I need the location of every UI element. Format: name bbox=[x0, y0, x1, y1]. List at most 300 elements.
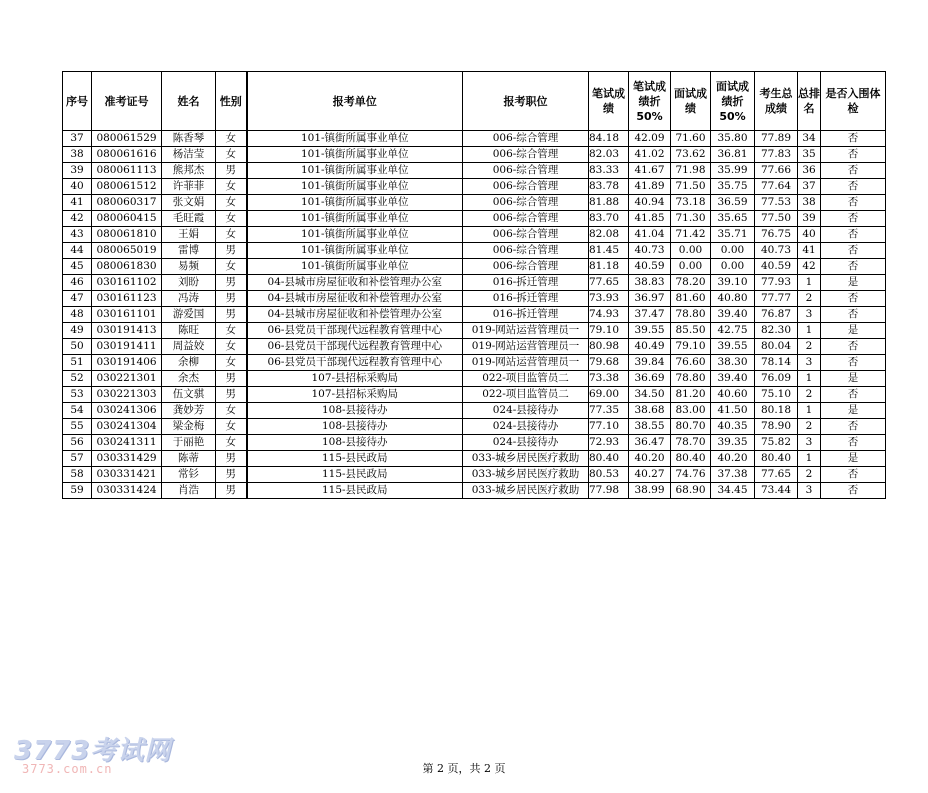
seq-cell: 43 bbox=[63, 227, 92, 243]
rank-cell: 1 bbox=[798, 403, 821, 419]
interview-half-cell: 41.50 bbox=[711, 403, 755, 419]
written-score-cell: 84.18 bbox=[589, 131, 629, 147]
interview-half-cell: 35.99 bbox=[711, 163, 755, 179]
rank-cell: 38 bbox=[798, 195, 821, 211]
seq-cell: 59 bbox=[63, 483, 92, 499]
interview-score-cell: 0.00 bbox=[671, 243, 711, 259]
interview-score-cell: 71.42 bbox=[671, 227, 711, 243]
seq-cell: 42 bbox=[63, 211, 92, 227]
physical-exam-cell: 是 bbox=[821, 371, 886, 387]
interview-half-cell: 40.35 bbox=[711, 419, 755, 435]
interview-half-cell: 36.81 bbox=[711, 147, 755, 163]
physical-exam-cell: 否 bbox=[821, 435, 886, 451]
rank-cell: 39 bbox=[798, 211, 821, 227]
written-half-cell: 41.89 bbox=[629, 179, 671, 195]
total-score-cell: 80.18 bbox=[755, 403, 798, 419]
seq-cell: 51 bbox=[63, 355, 92, 371]
interview-score-cell: 73.18 bbox=[671, 195, 711, 211]
exam-id-cell: 030191406 bbox=[92, 355, 162, 371]
position-cell: 016-拆迁管理 bbox=[463, 275, 589, 291]
position-cell: 006-综合管理 bbox=[463, 195, 589, 211]
physical-exam-cell: 否 bbox=[821, 419, 886, 435]
gender-cell: 女 bbox=[216, 147, 247, 163]
written-half-cell: 40.73 bbox=[629, 243, 671, 259]
total-score-cell: 40.59 bbox=[755, 259, 798, 275]
seq-cell: 38 bbox=[63, 147, 92, 163]
seq-cell: 50 bbox=[63, 339, 92, 355]
unit-cell: 101-镇街所属事业单位 bbox=[247, 163, 463, 179]
interview-half-cell: 36.59 bbox=[711, 195, 755, 211]
seq-cell: 49 bbox=[63, 323, 92, 339]
unit-cell: 101-镇街所属事业单位 bbox=[247, 195, 463, 211]
table-row bbox=[63, 147, 886, 163]
written-half-cell: 41.04 bbox=[629, 227, 671, 243]
total-score-cell: 76.75 bbox=[755, 227, 798, 243]
written-half-cell: 42.09 bbox=[629, 131, 671, 147]
position-cell: 006-综合管理 bbox=[463, 163, 589, 179]
exam-id-cell: 030221303 bbox=[92, 387, 162, 403]
written-score-cell: 83.78 bbox=[589, 179, 629, 195]
position-cell: 019-网站运营管理员一 bbox=[463, 339, 589, 355]
total-score-cell: 77.93 bbox=[755, 275, 798, 291]
name-cell: 冯涛 bbox=[162, 291, 216, 307]
total-score-cell: 76.87 bbox=[755, 307, 798, 323]
interview-half-cell: 39.10 bbox=[711, 275, 755, 291]
interview-half-cell: 40.80 bbox=[711, 291, 755, 307]
physical-exam-cell: 否 bbox=[821, 291, 886, 307]
page-footer: 第 2 页，共 2 页 bbox=[422, 762, 506, 775]
name-cell: 周益姣 bbox=[162, 339, 216, 355]
gender-cell: 男 bbox=[216, 467, 247, 483]
header-cell: 是否入围体检 bbox=[821, 72, 886, 131]
interview-score-cell: 76.60 bbox=[671, 355, 711, 371]
name-cell: 龚妙芳 bbox=[162, 403, 216, 419]
table-row bbox=[63, 387, 886, 403]
seq-cell: 48 bbox=[63, 307, 92, 323]
physical-exam-cell: 否 bbox=[821, 467, 886, 483]
rank-cell: 3 bbox=[798, 355, 821, 371]
total-score-cell: 78.90 bbox=[755, 419, 798, 435]
watermark-url: 3773.com.cn bbox=[22, 762, 113, 776]
gender-cell: 男 bbox=[216, 291, 247, 307]
unit-cell: 101-镇街所属事业单位 bbox=[247, 259, 463, 275]
name-cell: 肖浩 bbox=[162, 483, 216, 499]
total-score-cell: 80.04 bbox=[755, 339, 798, 355]
written-score-cell: 77.98 bbox=[589, 483, 629, 499]
rank-cell: 2 bbox=[798, 387, 821, 403]
written-score-cell: 69.00 bbox=[589, 387, 629, 403]
unit-cell: 115-县民政局 bbox=[247, 483, 463, 499]
name-cell: 杨洁莹 bbox=[162, 147, 216, 163]
watermark-brand: 3773考试网 bbox=[14, 736, 172, 766]
written-score-cell: 79.10 bbox=[589, 323, 629, 339]
table-row bbox=[63, 227, 886, 243]
interview-half-cell: 35.71 bbox=[711, 227, 755, 243]
gender-cell: 男 bbox=[216, 275, 247, 291]
interview-half-cell: 42.75 bbox=[711, 323, 755, 339]
interview-half-cell: 39.40 bbox=[711, 307, 755, 323]
exam-results-table bbox=[62, 71, 886, 499]
position-cell: 006-综合管理 bbox=[463, 211, 589, 227]
exam-id-cell: 030241306 bbox=[92, 403, 162, 419]
interview-score-cell: 80.40 bbox=[671, 451, 711, 467]
interview-half-cell: 40.60 bbox=[711, 387, 755, 403]
name-cell: 陈旺 bbox=[162, 323, 216, 339]
exam-id-cell: 080061810 bbox=[92, 227, 162, 243]
physical-exam-cell: 否 bbox=[821, 243, 886, 259]
rank-cell: 2 bbox=[798, 339, 821, 355]
written-score-cell: 81.45 bbox=[589, 243, 629, 259]
unit-cell: 108-县接待办 bbox=[247, 403, 463, 419]
seq-cell: 47 bbox=[63, 291, 92, 307]
name-cell: 易频 bbox=[162, 259, 216, 275]
rank-cell: 3 bbox=[798, 483, 821, 499]
total-score-cell: 77.65 bbox=[755, 467, 798, 483]
interview-score-cell: 78.20 bbox=[671, 275, 711, 291]
seq-cell: 57 bbox=[63, 451, 92, 467]
rank-cell: 41 bbox=[798, 243, 821, 259]
exam-id-cell: 030331421 bbox=[92, 467, 162, 483]
interview-half-cell: 37.38 bbox=[711, 467, 755, 483]
gender-cell: 男 bbox=[216, 243, 247, 259]
written-score-cell: 80.98 bbox=[589, 339, 629, 355]
table-row bbox=[63, 243, 886, 259]
unit-cell: 107-县招标采购局 bbox=[247, 387, 463, 403]
written-score-cell: 82.08 bbox=[589, 227, 629, 243]
written-score-cell: 73.93 bbox=[589, 291, 629, 307]
rank-cell: 1 bbox=[798, 371, 821, 387]
written-half-cell: 38.55 bbox=[629, 419, 671, 435]
written-half-cell: 36.69 bbox=[629, 371, 671, 387]
name-cell: 伍文骐 bbox=[162, 387, 216, 403]
seq-cell: 54 bbox=[63, 403, 92, 419]
position-cell: 016-拆迁管理 bbox=[463, 291, 589, 307]
rank-cell: 36 bbox=[798, 163, 821, 179]
unit-cell: 101-镇街所属事业单位 bbox=[247, 211, 463, 227]
seq-cell: 52 bbox=[63, 371, 92, 387]
header-cell: 报考职位 bbox=[463, 72, 589, 131]
interview-half-cell: 39.35 bbox=[711, 435, 755, 451]
table-row bbox=[63, 323, 886, 339]
rank-cell: 2 bbox=[798, 467, 821, 483]
header-cell: 考生总成绩 bbox=[755, 72, 798, 131]
unit-cell: 115-县民政局 bbox=[247, 467, 463, 483]
interview-half-cell: 34.45 bbox=[711, 483, 755, 499]
total-score-cell: 77.77 bbox=[755, 291, 798, 307]
interview-score-cell: 71.98 bbox=[671, 163, 711, 179]
physical-exam-cell: 否 bbox=[821, 211, 886, 227]
gender-cell: 男 bbox=[216, 387, 247, 403]
gender-cell: 女 bbox=[216, 131, 247, 147]
seq-cell: 37 bbox=[63, 131, 92, 147]
exam-id-cell: 080060415 bbox=[92, 211, 162, 227]
total-score-cell: 77.64 bbox=[755, 179, 798, 195]
unit-cell: 04-县城市房屋征收和补偿管理办公室 bbox=[247, 291, 463, 307]
physical-exam-cell: 否 bbox=[821, 387, 886, 403]
rank-cell: 35 bbox=[798, 147, 821, 163]
written-score-cell: 80.53 bbox=[589, 467, 629, 483]
rank-cell: 2 bbox=[798, 291, 821, 307]
table-row bbox=[63, 275, 886, 291]
name-cell: 余柳 bbox=[162, 355, 216, 371]
unit-cell: 107-县招标采购局 bbox=[247, 371, 463, 387]
name-cell: 陈香琴 bbox=[162, 131, 216, 147]
written-score-cell: 72.93 bbox=[589, 435, 629, 451]
interview-half-cell: 35.65 bbox=[711, 211, 755, 227]
gender-cell: 女 bbox=[216, 339, 247, 355]
table-row bbox=[63, 467, 886, 483]
interview-score-cell: 78.80 bbox=[671, 371, 711, 387]
name-cell: 雷博 bbox=[162, 243, 216, 259]
interview-score-cell: 81.60 bbox=[671, 291, 711, 307]
name-cell: 常钐 bbox=[162, 467, 216, 483]
header-cell: 面试成绩折50% bbox=[711, 72, 755, 131]
gender-cell: 女 bbox=[216, 435, 247, 451]
interview-half-cell: 38.30 bbox=[711, 355, 755, 371]
physical-exam-cell: 是 bbox=[821, 275, 886, 291]
written-half-cell: 41.02 bbox=[629, 147, 671, 163]
table-row bbox=[63, 339, 886, 355]
seq-cell: 41 bbox=[63, 195, 92, 211]
position-cell: 006-综合管理 bbox=[463, 259, 589, 275]
interview-score-cell: 0.00 bbox=[671, 259, 711, 275]
interview-half-cell: 40.20 bbox=[711, 451, 755, 467]
exam-id-cell: 030221301 bbox=[92, 371, 162, 387]
position-cell: 033-城乡居民医疗救助 bbox=[463, 467, 589, 483]
gender-cell: 男 bbox=[216, 483, 247, 499]
exam-id-cell: 030191413 bbox=[92, 323, 162, 339]
gender-cell: 男 bbox=[216, 371, 247, 387]
physical-exam-cell: 否 bbox=[821, 163, 886, 179]
position-cell: 033-城乡居民医疗救助 bbox=[463, 451, 589, 467]
position-cell: 024-县接待办 bbox=[463, 419, 589, 435]
interview-score-cell: 71.30 bbox=[671, 211, 711, 227]
physical-exam-cell: 否 bbox=[821, 339, 886, 355]
written-half-cell: 40.27 bbox=[629, 467, 671, 483]
rank-cell: 2 bbox=[798, 419, 821, 435]
total-score-cell: 77.83 bbox=[755, 147, 798, 163]
rank-cell: 1 bbox=[798, 275, 821, 291]
total-score-cell: 78.14 bbox=[755, 355, 798, 371]
position-cell: 024-县接待办 bbox=[463, 403, 589, 419]
total-score-cell: 80.40 bbox=[755, 451, 798, 467]
position-cell: 033-城乡居民医疗救助 bbox=[463, 483, 589, 499]
table-row bbox=[63, 163, 886, 179]
total-score-cell: 75.82 bbox=[755, 435, 798, 451]
name-cell: 陈蒂 bbox=[162, 451, 216, 467]
physical-exam-cell: 否 bbox=[821, 179, 886, 195]
written-half-cell: 39.55 bbox=[629, 323, 671, 339]
interview-half-cell: 39.55 bbox=[711, 339, 755, 355]
exam-id-cell: 030241311 bbox=[92, 435, 162, 451]
unit-cell: 06-县党员干部现代远程教育管理中心 bbox=[247, 355, 463, 371]
physical-exam-cell: 是 bbox=[821, 323, 886, 339]
exam-id-cell: 080061830 bbox=[92, 259, 162, 275]
written-half-cell: 37.47 bbox=[629, 307, 671, 323]
written-half-cell: 36.47 bbox=[629, 435, 671, 451]
rank-cell: 37 bbox=[798, 179, 821, 195]
table-row bbox=[63, 195, 886, 211]
written-half-cell: 38.83 bbox=[629, 275, 671, 291]
seq-cell: 56 bbox=[63, 435, 92, 451]
interview-score-cell: 78.80 bbox=[671, 307, 711, 323]
rank-cell: 42 bbox=[798, 259, 821, 275]
table-row bbox=[63, 211, 886, 227]
gender-cell: 男 bbox=[216, 451, 247, 467]
table-row bbox=[63, 307, 886, 323]
written-half-cell: 39.84 bbox=[629, 355, 671, 371]
name-cell: 张文娟 bbox=[162, 195, 216, 211]
written-score-cell: 83.70 bbox=[589, 211, 629, 227]
written-half-cell: 36.97 bbox=[629, 291, 671, 307]
table-row bbox=[63, 179, 886, 195]
unit-cell: 108-县接待办 bbox=[247, 419, 463, 435]
header-cell: 性别 bbox=[216, 72, 247, 131]
interview-half-cell: 35.75 bbox=[711, 179, 755, 195]
header-cell: 姓名 bbox=[162, 72, 216, 131]
written-half-cell: 40.49 bbox=[629, 339, 671, 355]
position-cell: 016-拆迁管理 bbox=[463, 307, 589, 323]
physical-exam-cell: 否 bbox=[821, 195, 886, 211]
written-half-cell: 40.94 bbox=[629, 195, 671, 211]
table-row bbox=[63, 371, 886, 387]
exam-id-cell: 080060317 bbox=[92, 195, 162, 211]
total-score-cell: 75.10 bbox=[755, 387, 798, 403]
interview-score-cell: 74.76 bbox=[671, 467, 711, 483]
gender-cell: 女 bbox=[216, 179, 247, 195]
written-half-cell: 40.20 bbox=[629, 451, 671, 467]
physical-exam-cell: 是 bbox=[821, 451, 886, 467]
position-cell: 024-县接待办 bbox=[463, 435, 589, 451]
interview-half-cell: 39.40 bbox=[711, 371, 755, 387]
position-cell: 022-项目监管员二 bbox=[463, 371, 589, 387]
exam-id-cell: 030331429 bbox=[92, 451, 162, 467]
written-half-cell: 34.50 bbox=[629, 387, 671, 403]
gender-cell: 女 bbox=[216, 195, 247, 211]
unit-cell: 04-县城市房屋征收和补偿管理办公室 bbox=[247, 275, 463, 291]
total-score-cell: 77.50 bbox=[755, 211, 798, 227]
seq-cell: 39 bbox=[63, 163, 92, 179]
position-cell: 019-网站运营管理员一 bbox=[463, 323, 589, 339]
unit-cell: 101-镇街所属事业单位 bbox=[247, 227, 463, 243]
written-score-cell: 77.35 bbox=[589, 403, 629, 419]
header-cell: 准考证号 bbox=[92, 72, 162, 131]
table-row bbox=[63, 355, 886, 371]
table-body bbox=[63, 131, 886, 499]
header-row bbox=[63, 72, 886, 131]
name-cell: 毛旺霞 bbox=[162, 211, 216, 227]
written-score-cell: 82.03 bbox=[589, 147, 629, 163]
gender-cell: 女 bbox=[216, 323, 247, 339]
exam-id-cell: 080061616 bbox=[92, 147, 162, 163]
total-score-cell: 73.44 bbox=[755, 483, 798, 499]
name-cell: 于丽艳 bbox=[162, 435, 216, 451]
exam-id-cell: 030161123 bbox=[92, 291, 162, 307]
table-row bbox=[63, 131, 886, 147]
written-half-cell: 40.59 bbox=[629, 259, 671, 275]
rank-cell: 34 bbox=[798, 131, 821, 147]
interview-score-cell: 71.50 bbox=[671, 179, 711, 195]
unit-cell: 04-县城市房屋征收和补偿管理办公室 bbox=[247, 307, 463, 323]
unit-cell: 101-镇街所属事业单位 bbox=[247, 131, 463, 147]
physical-exam-cell: 是 bbox=[821, 403, 886, 419]
header-cell: 笔试成绩 bbox=[589, 72, 629, 131]
position-cell: 006-综合管理 bbox=[463, 147, 589, 163]
interview-score-cell: 81.20 bbox=[671, 387, 711, 403]
gender-cell: 男 bbox=[216, 163, 247, 179]
seq-cell: 44 bbox=[63, 243, 92, 259]
position-cell: 006-综合管理 bbox=[463, 131, 589, 147]
written-score-cell: 81.18 bbox=[589, 259, 629, 275]
physical-exam-cell: 否 bbox=[821, 355, 886, 371]
seq-cell: 58 bbox=[63, 467, 92, 483]
name-cell: 熊邦杰 bbox=[162, 163, 216, 179]
position-cell: 022-项目监管员二 bbox=[463, 387, 589, 403]
table-row bbox=[63, 419, 886, 435]
exam-id-cell: 030331424 bbox=[92, 483, 162, 499]
exam-id-cell: 030161101 bbox=[92, 307, 162, 323]
unit-cell: 108-县接待办 bbox=[247, 435, 463, 451]
physical-exam-cell: 否 bbox=[821, 147, 886, 163]
gender-cell: 女 bbox=[216, 419, 247, 435]
interview-half-cell: 35.80 bbox=[711, 131, 755, 147]
table-row bbox=[63, 403, 886, 419]
unit-cell: 101-镇街所属事业单位 bbox=[247, 243, 463, 259]
interview-score-cell: 80.70 bbox=[671, 419, 711, 435]
header-cell: 笔试成绩折50% bbox=[629, 72, 671, 131]
physical-exam-cell: 否 bbox=[821, 259, 886, 275]
physical-exam-cell: 否 bbox=[821, 227, 886, 243]
rank-cell: 3 bbox=[798, 307, 821, 323]
exam-id-cell: 080061529 bbox=[92, 131, 162, 147]
header-cell: 序号 bbox=[63, 72, 92, 131]
physical-exam-cell: 否 bbox=[821, 131, 886, 147]
name-cell: 游爱国 bbox=[162, 307, 216, 323]
name-cell: 王娟 bbox=[162, 227, 216, 243]
gender-cell: 女 bbox=[216, 403, 247, 419]
interview-score-cell: 71.60 bbox=[671, 131, 711, 147]
table-row bbox=[63, 291, 886, 307]
written-half-cell: 38.68 bbox=[629, 403, 671, 419]
position-cell: 019-网站运营管理员一 bbox=[463, 355, 589, 371]
seq-cell: 40 bbox=[63, 179, 92, 195]
unit-cell: 101-镇街所属事业单位 bbox=[247, 179, 463, 195]
total-score-cell: 77.66 bbox=[755, 163, 798, 179]
rank-cell: 1 bbox=[798, 323, 821, 339]
unit-cell: 115-县民政局 bbox=[247, 451, 463, 467]
exam-id-cell: 080061113 bbox=[92, 163, 162, 179]
interview-score-cell: 83.00 bbox=[671, 403, 711, 419]
total-score-cell: 82.30 bbox=[755, 323, 798, 339]
table-row bbox=[63, 483, 886, 499]
exam-id-cell: 030191411 bbox=[92, 339, 162, 355]
total-score-cell: 77.53 bbox=[755, 195, 798, 211]
exam-id-cell: 080061512 bbox=[92, 179, 162, 195]
table-row bbox=[63, 435, 886, 451]
exam-id-cell: 080065019 bbox=[92, 243, 162, 259]
position-cell: 006-综合管理 bbox=[463, 243, 589, 259]
physical-exam-cell: 否 bbox=[821, 307, 886, 323]
exam-id-cell: 030161102 bbox=[92, 275, 162, 291]
name-cell: 许菲菲 bbox=[162, 179, 216, 195]
interview-half-cell: 0.00 bbox=[711, 259, 755, 275]
header-cell: 面试成绩 bbox=[671, 72, 711, 131]
interview-score-cell: 85.50 bbox=[671, 323, 711, 339]
physical-exam-cell: 否 bbox=[821, 483, 886, 499]
gender-cell: 女 bbox=[216, 259, 247, 275]
header-cell: 总排名 bbox=[798, 72, 821, 131]
gender-cell: 女 bbox=[216, 211, 247, 227]
